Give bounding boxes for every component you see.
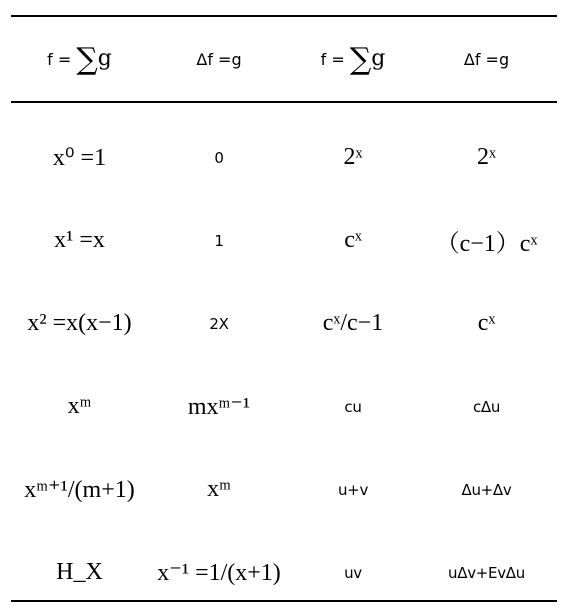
- cell-r4-c1: xᵐ: [67, 393, 92, 419]
- table-row: [11, 282, 557, 365]
- table-row: [11, 531, 557, 614]
- cell-r2-c1: x¹ =x: [54, 227, 105, 253]
- cell-r3-c1: x² =x(x−1): [27, 310, 132, 336]
- cell-r1-c3: 2ˣ: [343, 144, 363, 170]
- header-col4: Δf =g: [463, 49, 510, 69]
- sum-symbol: ∑: [349, 41, 372, 77]
- sum-symbol: ∑: [76, 41, 98, 77]
- table-header-row: [11, 17, 557, 101]
- cell-r5-c3: u+v: [337, 480, 369, 499]
- cell-r4-c2: mxᵐ⁻¹: [187, 394, 251, 420]
- table-row: [11, 365, 557, 448]
- cell-r4-c3: cu: [344, 397, 362, 416]
- cell-r6-c1: H_X: [56, 559, 103, 585]
- header-col1: [11, 17, 148, 101]
- header-col3-post: g: [371, 45, 386, 71]
- cell-r5-c4: Δu+Δv: [461, 480, 512, 499]
- cell-r1-c4: 2ˣ: [477, 144, 496, 170]
- cell-r5-c2: xᵐ: [207, 476, 231, 502]
- table-row: [11, 448, 557, 531]
- table-row: [11, 116, 557, 199]
- cell-r2-c2: 1: [214, 231, 224, 250]
- cell-r4-c4: cΔu: [472, 397, 501, 416]
- header-col1-post: g: [97, 45, 112, 71]
- header-col1-pre: f =: [47, 49, 77, 69]
- cell-r6-c4: uΔv+EvΔu: [448, 563, 525, 582]
- header-col3: [290, 17, 416, 101]
- header-col3-pre: f =: [320, 49, 350, 69]
- cell-r6-c2: x⁻¹ =1/(x+1): [157, 560, 281, 586]
- table-row: [11, 199, 557, 282]
- cell-r2-c3: cˣ: [344, 227, 362, 253]
- cell-r3-c4: cˣ: [477, 310, 496, 336]
- cell-r6-c3: uv: [344, 563, 362, 582]
- cell-r5-c1: xᵐ⁺¹/(m+1): [24, 477, 135, 503]
- cell-r1-c1: x⁰ =1: [52, 145, 107, 171]
- header-col2: Δf =g: [196, 49, 242, 69]
- cell-r2-c4: （c−1）cˣ: [435, 231, 538, 257]
- cell-r3-c3: cˣ/c−1: [322, 310, 384, 336]
- cell-r1-c2: 0: [214, 148, 224, 167]
- cell-r3-c2: 2X: [209, 314, 229, 333]
- difference-sum-table: [11, 17, 557, 614]
